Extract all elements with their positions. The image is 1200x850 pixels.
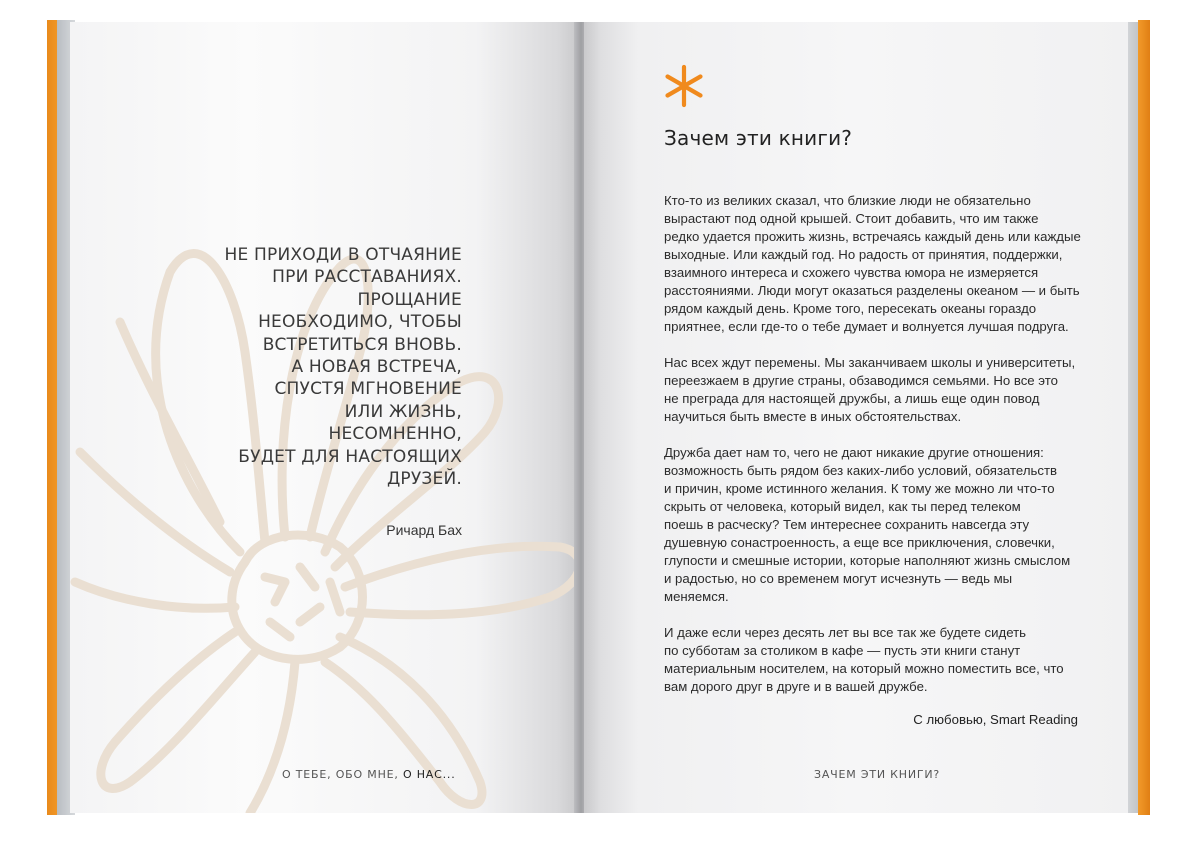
- paragraph: [664, 624, 1094, 696]
- right-page: [584, 22, 1128, 813]
- page-title: Зачем эти книги?: [664, 126, 853, 150]
- text-line: приятнее, если где-то о тебе думает и волнуется лучшая подруга.: [664, 319, 1069, 334]
- text-line: материальным носителем, на который можно поместить все, что: [664, 661, 1064, 676]
- text-line: Нас всех ждут перемены. Мы заканчиваем школы и университеты,: [664, 355, 1076, 370]
- text-line: возможность быть рядом без каких-либо условий, обязательств: [664, 463, 1058, 478]
- text-line: взаимного интереса и схожего чувства юмора не измеряется: [664, 265, 1039, 280]
- text-line: научиться быть вместе в иных обстоятельствах.: [664, 409, 962, 424]
- text-line: И даже если через десять лет вы все так же будете сидеть: [664, 625, 1027, 640]
- quote-line: ДРУЗЕЙ.: [386, 469, 462, 490]
- quote-line: ПРИ РАССТАВАНИЯХ.: [272, 267, 462, 288]
- paragraph: [664, 354, 1094, 426]
- text-line: Кто-то из великих сказал, что близкие люди не обязательно: [664, 193, 1031, 208]
- body-text: [664, 192, 1094, 714]
- quote-line: СПУСТЯ МГНОВЕНИЕ: [274, 379, 462, 400]
- paragraph: [664, 192, 1094, 336]
- text-line: переезжаем в другие страны, обзаводимся семьями. Но все это: [664, 373, 1058, 388]
- text-line: редко удается прожить жизнь, встречаясь каждый день или каждые: [664, 229, 1081, 244]
- text-line: меняемся.: [664, 589, 729, 604]
- footer-prefix: О ТЕБЕ, ОБО МНЕ,: [282, 768, 403, 781]
- text-line: вам дорого друг в друге и в вашей дружбе.: [664, 679, 928, 694]
- quote-line: ВСТРЕТИТЬСЯ ВНОВЬ.: [262, 334, 462, 355]
- quote-line: НЕОБХОДИМО, ЧТОБЫ: [258, 312, 462, 333]
- left-running-footer: [282, 768, 456, 781]
- text-line: рядом каждый день. Кроме того, пересекать океаны гораздо: [664, 301, 1037, 316]
- text-line: поешь в расческу? Тем интереснее сохранить навсегда эту: [664, 517, 1030, 532]
- quote-line: ИЛИ ЖИЗНЬ,: [344, 401, 462, 422]
- text-line: по субботам за столиком в кафе — пусть эти книги станут: [664, 643, 1021, 658]
- text-line: душевную сонастроенность, а еще все приключения, словечки,: [664, 535, 1055, 550]
- quote-line: А НОВАЯ ВСТРЕЧА,: [291, 357, 462, 378]
- text-line: не преграда для настоящей дружбы, а лишь еще один повод: [664, 391, 1040, 406]
- quote-line: БУДЕТ ДЛЯ НАСТОЯЩИХ: [238, 446, 462, 467]
- quote-block: [132, 244, 462, 490]
- right-cover-edge: [1138, 20, 1150, 815]
- quote-line: ПРОЩАНИЕ: [357, 289, 462, 310]
- orange-asterisk-icon: [662, 64, 706, 108]
- text-line: расстояниями. Люди могут оказаться разделены океаном — и быть: [664, 283, 1080, 298]
- text-line: глупости и смешные истории, которые наполняют жизнь смыслом: [664, 553, 1071, 568]
- signoff: С любовью, Smart Reading: [913, 712, 1078, 727]
- quote-line: НЕСОМНЕННО,: [328, 424, 462, 445]
- text-line: и причин, кроме истинного желания. К тому же можно ли что-то: [664, 481, 1055, 496]
- quote-line: НЕ ПРИХОДИ В ОТЧАЯНИЕ: [224, 245, 462, 265]
- footer-emphasis: О НАС...: [402, 768, 456, 781]
- paragraph: [664, 444, 1094, 606]
- left-page: [70, 22, 578, 813]
- text-line: выходные. Или каждый год. Но радость от принятия, поддержки,: [664, 247, 1063, 262]
- text-line: Дружба дает нам то, чего не дают никакие другие отношения:: [664, 445, 1044, 460]
- quote-author: Ричард Бах: [386, 522, 462, 538]
- right-running-footer: ЗАЧЕМ ЭТИ КНИГИ?: [814, 768, 941, 781]
- text-line: вырастают под одной крышей. Стоит добавить, что им также: [664, 211, 1039, 226]
- text-line: и радостью, но со временем могут исчезнуть — ведь мы: [664, 571, 1013, 586]
- text-line: скрыть от человека, который видел, как ты перед телеком: [664, 499, 1021, 514]
